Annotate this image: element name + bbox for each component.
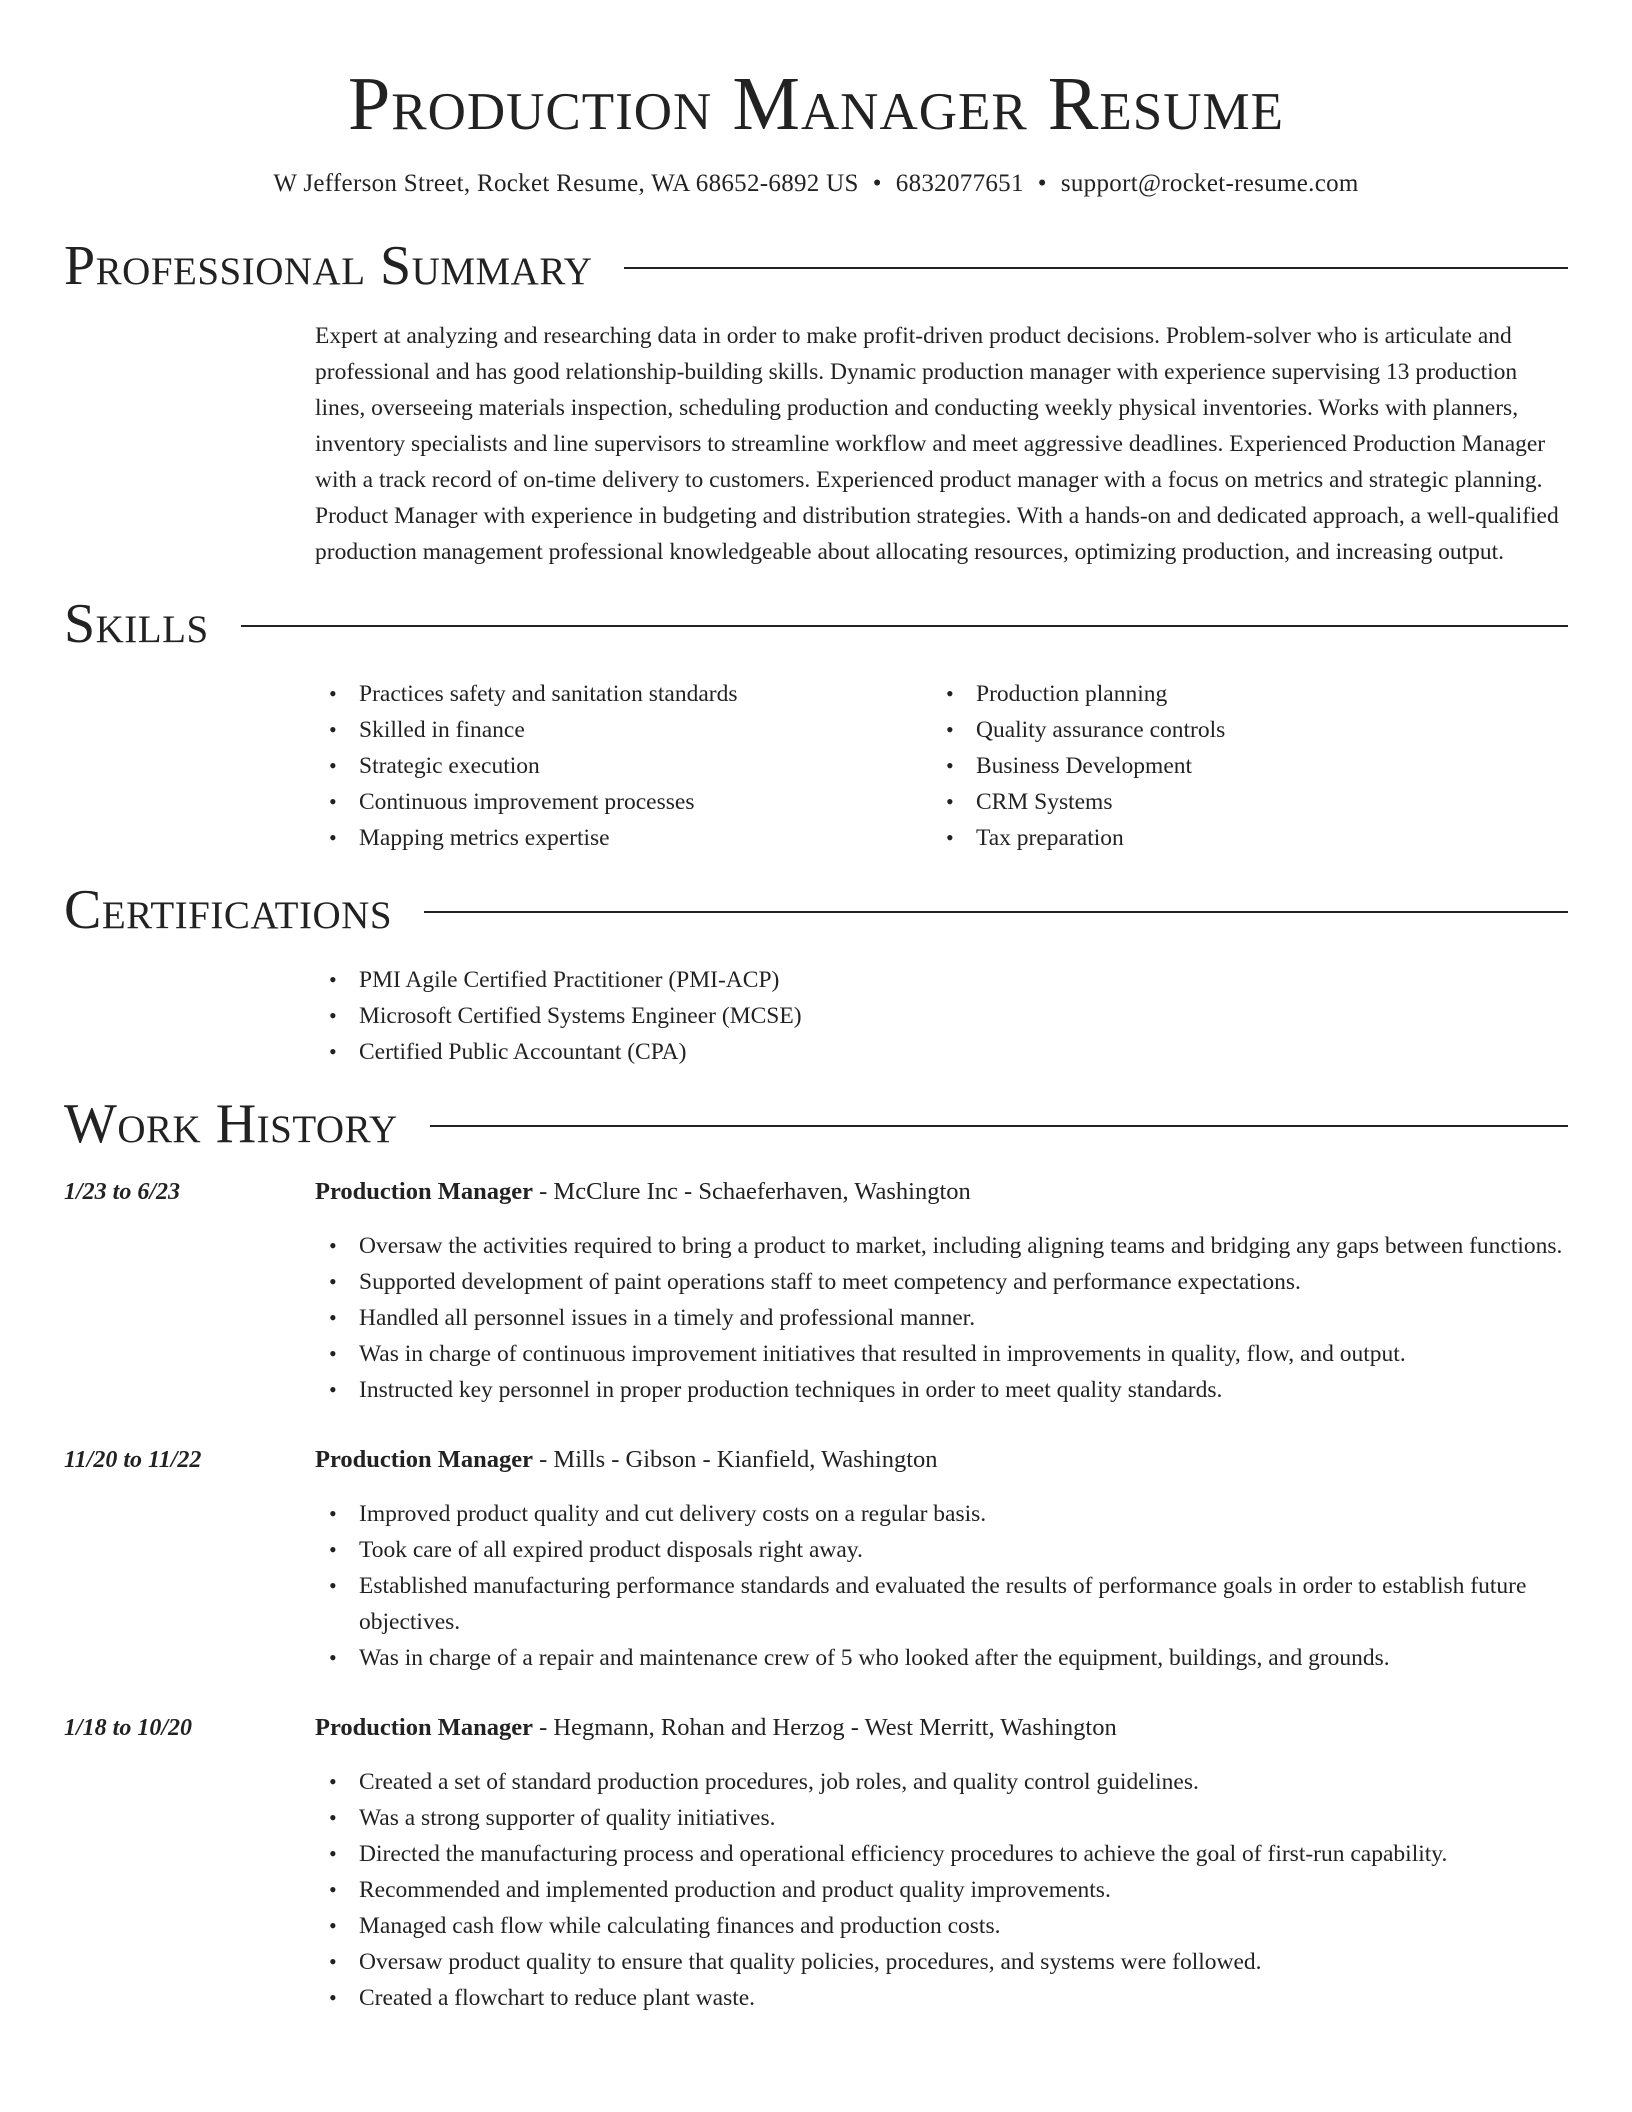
job-bullet: • Was in charge of a repair and maintenance crew of 5 who looked after the equipment, buildings, and grounds. — [315, 1640, 1568, 1676]
job-title-line — [315, 1710, 1568, 1746]
contact-email[interactable]: support@rocket-resume.com — [1060, 170, 1359, 197]
job-bullet: • Handled all personnel issues in a timely and professional manner. — [315, 1300, 1568, 1336]
job-employer: - Mills - Gibson - Kianfield, Washington — [533, 1446, 938, 1473]
job-dates: 11/20 to 11/22 — [64, 1447, 202, 1473]
skills-section-title: Skills — [64, 593, 209, 655]
job-bullets — [315, 1228, 1568, 1408]
job-bullet: • Recommended and implemented production and product quality improvements. — [315, 1872, 1568, 1908]
certifications-list — [315, 962, 1568, 1070]
job-bullet: • Improved product quality and cut delivery costs on a regular basis. — [315, 1496, 1568, 1532]
job-role: Production Manager — [315, 1178, 533, 1205]
section-divider — [624, 267, 1568, 269]
skills-column-right — [932, 676, 1549, 856]
job-employer: - Hegmann, Rohan and Herzog - West Merritt, Washington — [533, 1714, 1117, 1741]
summary-section-header — [64, 234, 1568, 298]
section-divider — [430, 1125, 1568, 1127]
job-title-line — [315, 1442, 1568, 1478]
certification-item: • Certified Public Accountant (CPA) — [315, 1034, 1568, 1070]
resume-title: Production Manager Resume — [347, 62, 1285, 146]
job-details — [315, 1174, 1568, 1408]
job-entry — [64, 1174, 1568, 1408]
work-history-section-header — [64, 1092, 1568, 1156]
skill-item: • Continuous improvement processes — [315, 784, 932, 820]
job-details — [315, 1442, 1568, 1676]
job-bullets — [315, 1764, 1568, 2016]
resume-page — [64, 0, 1568, 2016]
certification-item: • PMI Agile Certified Practitioner (PMI-ACP) — [315, 962, 1568, 998]
skill-item: • Tax preparation — [932, 820, 1549, 856]
job-bullet: • Instructed key personnel in proper production techniques in order to meet quality standards. — [315, 1372, 1568, 1408]
summary-section-title: Professional Summary — [64, 235, 593, 297]
job-title-line — [315, 1174, 1568, 1210]
certifications-section-header — [64, 878, 1568, 942]
certification-item: • Microsoft Certified Systems Engineer (MCSE) — [315, 998, 1568, 1034]
job-bullet: • Created a set of standard production procedures, job roles, and quality control guidelines. — [315, 1764, 1568, 1800]
skill-item: • Skilled in finance — [315, 712, 932, 748]
certifications-section-title: Certifications — [64, 879, 393, 941]
job-employer: - McClure Inc - Schaeferhaven, Washington — [533, 1178, 971, 1205]
job-bullets — [315, 1496, 1568, 1676]
job-details — [315, 1710, 1568, 2016]
contact-separator: • — [872, 170, 882, 197]
contact-phone: 6832077651 — [895, 170, 1024, 197]
contact-separator: • — [1037, 170, 1047, 197]
job-bullet: • Supported development of paint operations staff to meet competency and performance expectations. — [315, 1264, 1568, 1300]
skill-item: • Production planning — [932, 676, 1549, 712]
job-bullet: • Established manufacturing performance standards and evaluated the results of performance goals in order to establish future objectives. — [315, 1568, 1568, 1640]
job-dates: 1/18 to 10/20 — [64, 1715, 193, 1741]
skills-section-header — [64, 592, 1568, 656]
skill-item: • Business Development — [932, 748, 1549, 784]
job-bullet: • Was in charge of continuous improvement initiatives that resulted in improvements in quality, flow, and output. — [315, 1336, 1568, 1372]
job-bullet: • Oversaw the activities required to bring a product to market, including aligning teams and bridging any gaps between functions. — [315, 1228, 1568, 1264]
job-bullet: • Created a flowchart to reduce plant waste. — [315, 1980, 1568, 2016]
job-entry — [64, 1710, 1568, 2016]
skills-column-left — [315, 676, 932, 856]
section-divider — [424, 911, 1568, 913]
skill-item: • Practices safety and sanitation standards — [315, 676, 932, 712]
skill-item: • Strategic execution — [315, 748, 932, 784]
job-role: Production Manager — [315, 1446, 533, 1473]
contact-line — [64, 168, 1568, 200]
section-divider — [241, 625, 1568, 627]
skill-item: • Mapping metrics expertise — [315, 820, 932, 856]
skills-list — [315, 676, 1568, 856]
job-role: Production Manager — [315, 1714, 533, 1741]
summary-text: Expert at analyzing and researching data in order to make profit-driven product decisions. Problem-solver who is articulate and professional and has good relationship-building skills. Dynamic production manager with experience supervising 13 production lines, overseeing materials inspection, scheduling production and conducting weekly physical inventories. Works with planners, inventory specialists and line supervisors to streamline workflow and meet aggressive deadlines. Experienced Production Manager with a track record of on-time delivery to customers. Experienced product manager with a focus on metrics and strategic planning. Product Manager with experience in budgeting and distribution strategies. With a hands-on and dedicated approach, a well-qualified production management professional knowledgeable about allocating resources, optimizing production, and increasing output. — [315, 323, 1559, 565]
contact-address: W Jefferson Street, Rocket Resume, WA 68652-6892 US — [273, 170, 859, 197]
job-bullet: • Oversaw product quality to ensure that quality policies, procedures, and systems were followed. — [315, 1944, 1568, 1980]
job-entry — [64, 1442, 1568, 1676]
work-history-section-title: Work History — [64, 1093, 398, 1155]
job-bullet: • Managed cash flow while calculating finances and production costs. — [315, 1908, 1568, 1944]
job-bullet: • Directed the manufacturing process and operational efficiency procedures to achieve the goal of first-run capability. — [315, 1836, 1568, 1872]
job-dates: 1/23 to 6/23 — [64, 1179, 181, 1205]
skill-item: • CRM Systems — [932, 784, 1549, 820]
job-bullet: • Was a strong supporter of quality initiatives. — [315, 1800, 1568, 1836]
job-bullet: • Took care of all expired product disposals right away. — [315, 1532, 1568, 1568]
skill-item: • Quality assurance controls — [932, 712, 1549, 748]
